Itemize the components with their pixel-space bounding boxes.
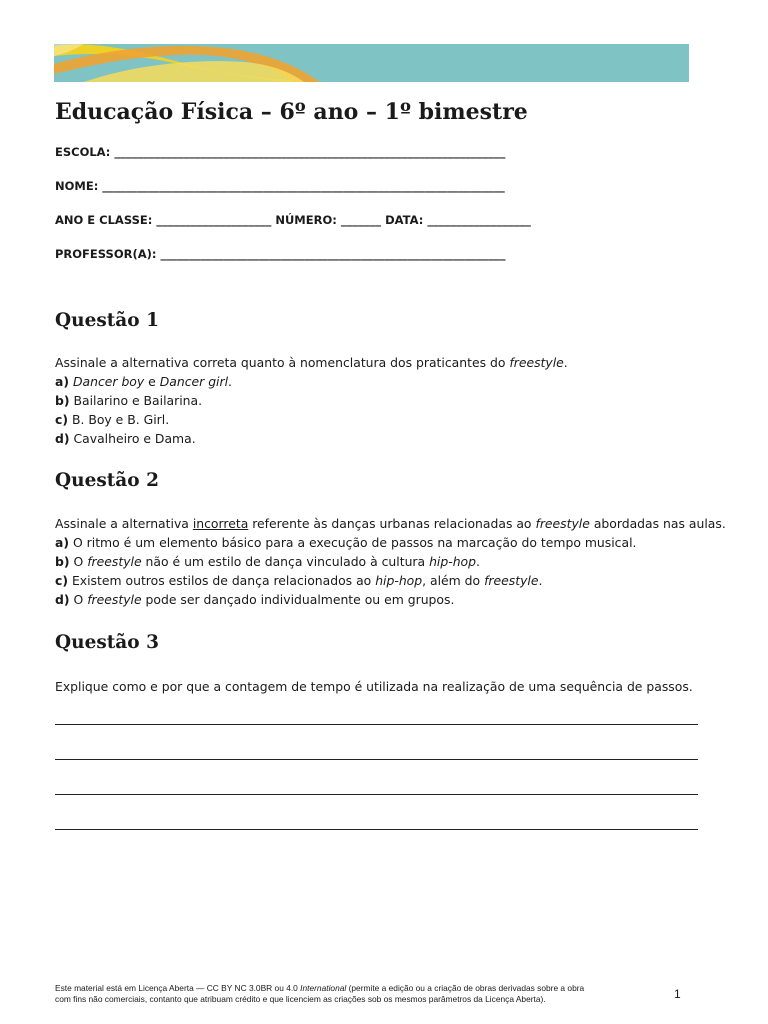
page-title: Educação Física – 6º ano – 1º bimestre (55, 99, 528, 125)
question-3-prompt: Explique como e por que a contagem de tempo é utilizada na realização de uma sequência de passos. (55, 679, 693, 694)
question-1-option-c[interactable]: c) B. Boy e B. Girl. (55, 412, 170, 427)
answer-line[interactable] (55, 724, 698, 725)
header-banner (54, 44, 689, 82)
question-3-title: Questão 3 (55, 632, 159, 653)
year-class-number-date-field[interactable]: ANO E CLASSE: ____________________ NÚMERO: _______ DATA: __________________ (55, 213, 531, 227)
question-1-option-d[interactable]: d) Cavalheiro e Dama. (55, 431, 196, 446)
teacher-field[interactable]: PROFESSOR(A): ____________________________________________________________ (55, 247, 506, 261)
question-1-title: Questão 1 (55, 310, 159, 331)
answer-line[interactable] (55, 829, 698, 830)
question-1-prompt: Assinale a alternativa correta quanto à nomenclatura dos praticantes do freestyle. (55, 355, 568, 370)
name-field[interactable]: NOME: ______________________________________________________________________ (55, 179, 505, 193)
question-2-body (55, 514, 726, 609)
question-2-option-d[interactable]: d) O freestyle pode ser dançado individualmente ou em grupos. (55, 592, 455, 607)
question-2-option-b[interactable]: b) O freestyle não é um estilo de dança vinculado à cultura hip-hop. (55, 554, 480, 569)
answer-line[interactable] (55, 794, 698, 795)
license-note (55, 983, 635, 1005)
answer-line[interactable] (55, 759, 698, 760)
license-note-line-1: Este material está em Licença Aberta — CC BY NC 3.0BR ou 4.0 International (permite a edição ou a criação de obras derivadas sobre a obra (55, 983, 585, 993)
question-2-title: Questão 2 (55, 470, 159, 491)
license-note-line-2: com fins não comerciais, contanto que atribuam crédito e que licenciem as criações sob os mesmos parâmetros da Licença Aberta). (55, 994, 546, 1004)
question-1-option-a[interactable]: a) Dancer boy e Dancer girl. (55, 374, 232, 389)
question-2-option-c[interactable]: c) Existem outros estilos de dança relacionados ao hip-hop, além do freestyle. (55, 573, 543, 588)
question-1-body (55, 353, 568, 448)
page-number: 1 (674, 987, 681, 1001)
question-1-option-b[interactable]: b) Bailarino e Bailarina. (55, 393, 203, 408)
question-2-prompt: Assinale a alternativa incorreta referente às danças urbanas relacionadas ao freestyle abordadas nas aulas. (55, 516, 726, 531)
question-2-option-a[interactable]: a) O ritmo é um elemento básico para a execução de passos na marcação do tempo musical. (55, 535, 637, 550)
school-field[interactable]: ESCOLA: ____________________________________________________________________ (55, 145, 506, 159)
